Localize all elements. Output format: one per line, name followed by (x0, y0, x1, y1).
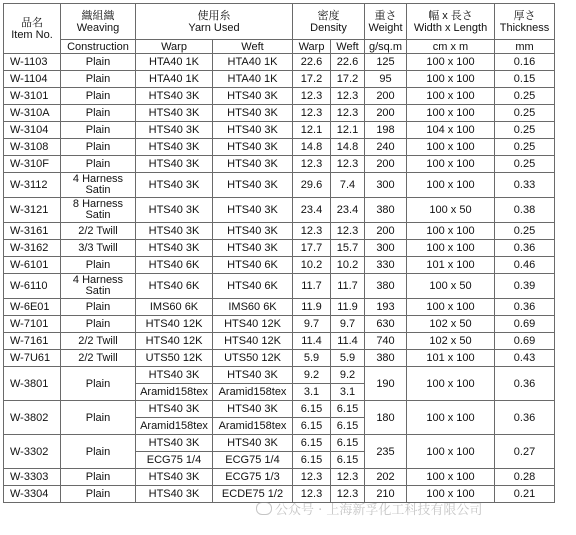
density-warp-cell: 6.15 (293, 452, 331, 469)
yarn-warp-cell: HTS40 3K (136, 173, 213, 198)
yarn-warp-cell: HTS40 12K (136, 316, 213, 333)
yarn-weft-cell: HTS40 3K (213, 435, 293, 452)
yarn-weft-cell: HTS40 3K (213, 223, 293, 240)
header-density (293, 4, 365, 40)
thickness-cell: 0.28 (495, 469, 555, 486)
yarn-warp-cell: HTS40 3K (136, 240, 213, 257)
table-row (4, 173, 555, 198)
density-weft-cell: 14.8 (331, 139, 365, 156)
thickness-cell: 0.36 (495, 367, 555, 401)
header-weaving (61, 4, 136, 40)
thickness-cell: 0.25 (495, 156, 555, 173)
density-weft-cell: 10.2 (331, 257, 365, 274)
density-warp-cell: 12.1 (293, 122, 331, 139)
yarn-warp-cell: Aramid158tex (136, 418, 213, 435)
yarn-weft-cell: HTS40 3K (213, 156, 293, 173)
density-weft-cell: 12.1 (331, 122, 365, 139)
header-item-jp: 品名 (21, 16, 43, 29)
construction-cell: Plain (61, 435, 136, 469)
header-yarn-en: Yarn Used (188, 21, 240, 34)
yarn-warp-cell: HTS40 3K (136, 469, 213, 486)
thickness-cell: 0.39 (495, 274, 555, 299)
table-header (4, 4, 555, 54)
header-item (4, 4, 61, 54)
density-weft-cell: 12.3 (331, 223, 365, 240)
header-yarn-jp: 使用糸 (197, 9, 231, 22)
weight-cell: 180 (365, 401, 407, 435)
yarn-warp-cell: Aramid158tex (136, 384, 213, 401)
density-weft-cell: 23.4 (331, 198, 365, 223)
thickness-cell: 0.33 (495, 173, 555, 198)
table-row (4, 105, 555, 122)
yarn-weft-cell: Aramid158tex (213, 384, 293, 401)
yarn-weft-cell: HTS40 3K (213, 105, 293, 122)
yarn-weft-cell: HTS40 12K (213, 316, 293, 333)
construction-cell: Plain (61, 469, 136, 486)
size-cell: 100 x 100 (407, 435, 495, 469)
thickness-cell: 0.36 (495, 401, 555, 435)
header-item-en: Item No. (11, 28, 53, 41)
header-size-unit: cm x m (407, 40, 495, 54)
construction-cell: Plain (61, 88, 136, 105)
construction-cell: Plain (61, 156, 136, 173)
construction-cell: 3/3 Twill (61, 240, 136, 257)
construction-cell: 8 Harness Satin (61, 198, 136, 223)
weight-cell: 95 (365, 71, 407, 88)
size-cell: 100 x 100 (407, 105, 495, 122)
yarn-warp-cell: HTS40 3K (136, 139, 213, 156)
table-row (4, 350, 555, 367)
density-warp-cell: 3.1 (293, 384, 331, 401)
header-thickness (495, 4, 555, 40)
yarn-weft-cell: HTA40 1K (213, 71, 293, 88)
item-no-cell: W-6E01 (4, 299, 61, 316)
header-weaving-en: Weaving (76, 21, 120, 34)
weight-cell: 330 (365, 257, 407, 274)
density-warp-cell: 12.3 (293, 88, 331, 105)
yarn-weft-cell: HTS40 3K (213, 173, 293, 198)
weight-cell: 198 (365, 122, 407, 139)
weight-cell: 210 (365, 486, 407, 503)
size-cell: 100 x 100 (407, 299, 495, 316)
thickness-cell: 0.25 (495, 105, 555, 122)
weight-cell: 200 (365, 156, 407, 173)
thickness-cell: 0.25 (495, 139, 555, 156)
construction-cell: 2/2 Twill (61, 350, 136, 367)
yarn-warp-cell: HTS40 3K (136, 435, 213, 452)
yarn-warp-cell: ECG75 1/4 (136, 452, 213, 469)
size-cell: 102 x 50 (407, 333, 495, 350)
density-warp-cell: 23.4 (293, 198, 331, 223)
header-yarn (136, 4, 293, 40)
header-weight (365, 4, 407, 40)
density-warp-cell: 11.7 (293, 274, 331, 299)
thickness-cell: 0.43 (495, 350, 555, 367)
table-row (4, 223, 555, 240)
table-body (4, 54, 555, 503)
yarn-warp-cell: HTS40 6K (136, 257, 213, 274)
header-density-warp: Warp (293, 40, 331, 54)
density-warp-cell: 17.2 (293, 71, 331, 88)
thickness-cell: 0.69 (495, 316, 555, 333)
item-no-cell: W-1103 (4, 54, 61, 71)
thickness-cell: 0.36 (495, 240, 555, 257)
weight-cell: 740 (365, 333, 407, 350)
item-no-cell: W-6110 (4, 274, 61, 299)
size-cell: 101 x 100 (407, 257, 495, 274)
item-no-cell: W-310F (4, 156, 61, 173)
item-no-cell: W-3101 (4, 88, 61, 105)
table-row (4, 122, 555, 139)
item-no-cell: W-3802 (4, 401, 61, 435)
density-weft-cell: 6.15 (331, 452, 365, 469)
size-cell: 100 x 50 (407, 274, 495, 299)
density-weft-cell: 15.7 (331, 240, 365, 257)
weight-cell: 200 (365, 223, 407, 240)
density-weft-cell: 12.3 (331, 88, 365, 105)
yarn-warp-cell: HTS40 6K (136, 274, 213, 299)
density-warp-cell: 12.3 (293, 105, 331, 122)
item-no-cell: W-7161 (4, 333, 61, 350)
density-warp-cell: 12.3 (293, 223, 331, 240)
item-no-cell: W-3104 (4, 122, 61, 139)
header-yarn-warp: Warp (136, 40, 213, 54)
density-weft-cell: 12.3 (331, 105, 365, 122)
weight-cell: 380 (365, 198, 407, 223)
header-weight-jp: 重さ (374, 9, 397, 22)
item-no-cell: W-3303 (4, 469, 61, 486)
density-warp-cell: 29.6 (293, 173, 331, 198)
header-density-jp: 密度 (317, 9, 340, 22)
thickness-cell: 0.15 (495, 71, 555, 88)
yarn-weft-cell: Aramid158tex (213, 418, 293, 435)
weight-cell: 200 (365, 88, 407, 105)
construction-cell: 4 Harness Satin (61, 173, 136, 198)
yarn-warp-cell: HTS40 3K (136, 156, 213, 173)
weight-cell: 240 (365, 139, 407, 156)
size-cell: 100 x 100 (407, 401, 495, 435)
construction-cell: Plain (61, 54, 136, 71)
spec-table-container (3, 3, 555, 503)
header-thickness-unit: mm (495, 40, 555, 54)
density-weft-cell: 7.4 (331, 173, 365, 198)
header-size-en: Width x Length (413, 21, 488, 34)
yarn-warp-cell: HTS40 3K (136, 223, 213, 240)
yarn-weft-cell: ECG75 1/4 (213, 452, 293, 469)
table-row (4, 198, 555, 223)
yarn-weft-cell: HTS40 3K (213, 240, 293, 257)
size-cell: 100 x 100 (407, 469, 495, 486)
weight-cell: 380 (365, 274, 407, 299)
item-no-cell: W-3161 (4, 223, 61, 240)
item-no-cell: W-6101 (4, 257, 61, 274)
size-cell: 100 x 100 (407, 88, 495, 105)
size-cell: 100 x 50 (407, 198, 495, 223)
thickness-cell: 0.36 (495, 299, 555, 316)
item-no-cell: W-3801 (4, 367, 61, 401)
density-warp-cell: 17.7 (293, 240, 331, 257)
size-cell: 100 x 100 (407, 240, 495, 257)
yarn-warp-cell: HTS40 3K (136, 105, 213, 122)
yarn-warp-cell: IMS60 6K (136, 299, 213, 316)
wechat-icon (256, 502, 272, 515)
density-weft-cell: 11.7 (331, 274, 365, 299)
yarn-weft-cell: HTS40 3K (213, 367, 293, 384)
thickness-cell: 0.16 (495, 54, 555, 71)
item-no-cell: W-310A (4, 105, 61, 122)
yarn-weft-cell: HTS40 3K (213, 139, 293, 156)
size-cell: 100 x 100 (407, 173, 495, 198)
item-no-cell: W-3162 (4, 240, 61, 257)
density-weft-cell: 6.15 (331, 435, 365, 452)
yarn-weft-cell: HTS40 3K (213, 88, 293, 105)
density-warp-cell: 11.9 (293, 299, 331, 316)
table-row (4, 139, 555, 156)
density-weft-cell: 11.9 (331, 299, 365, 316)
size-cell: 100 x 100 (407, 223, 495, 240)
table-row (4, 257, 555, 274)
header-construction: Construction (61, 40, 136, 54)
weight-cell: 380 (365, 350, 407, 367)
size-cell: 100 x 100 (407, 139, 495, 156)
item-no-cell: W-7U61 (4, 350, 61, 367)
density-warp-cell: 9.7 (293, 316, 331, 333)
construction-cell: Plain (61, 105, 136, 122)
thickness-cell: 0.69 (495, 333, 555, 350)
item-no-cell: W-3304 (4, 486, 61, 503)
yarn-weft-cell: IMS60 6K (213, 299, 293, 316)
size-cell: 100 x 100 (407, 156, 495, 173)
construction-cell: 4 Harness Satin (61, 274, 136, 299)
watermark-text: 公众号 · 上海新孚化工科技有限公司 (275, 503, 483, 518)
density-weft-cell: 5.9 (331, 350, 365, 367)
header-size (407, 4, 495, 40)
yarn-weft-cell: HTA40 1K (213, 54, 293, 71)
construction-cell: Plain (61, 122, 136, 139)
yarn-weft-cell: HTS40 12K (213, 333, 293, 350)
yarn-warp-cell: HTS40 3K (136, 486, 213, 503)
thickness-cell: 0.25 (495, 88, 555, 105)
density-warp-cell: 12.3 (293, 486, 331, 503)
table-row (4, 316, 555, 333)
density-warp-cell: 10.2 (293, 257, 331, 274)
item-no-cell: W-3121 (4, 198, 61, 223)
yarn-warp-cell: HTS40 3K (136, 198, 213, 223)
yarn-warp-cell: HTS40 3K (136, 401, 213, 418)
table-row (4, 367, 555, 384)
weight-cell: 630 (365, 316, 407, 333)
density-weft-cell: 12.3 (331, 156, 365, 173)
size-cell: 102 x 50 (407, 316, 495, 333)
weight-cell: 202 (365, 469, 407, 486)
density-weft-cell: 6.15 (331, 401, 365, 418)
density-warp-cell: 6.15 (293, 401, 331, 418)
construction-cell: Plain (61, 316, 136, 333)
construction-cell: Plain (61, 257, 136, 274)
construction-cell: Plain (61, 139, 136, 156)
density-weft-cell: 9.2 (331, 367, 365, 384)
construction-cell: Plain (61, 71, 136, 88)
table-row (4, 54, 555, 71)
yarn-warp-cell: HTS40 3K (136, 122, 213, 139)
density-warp-cell: 11.4 (293, 333, 331, 350)
density-weft-cell: 9.7 (331, 316, 365, 333)
yarn-weft-cell: UTS50 12K (213, 350, 293, 367)
yarn-weft-cell: ECG75 1/3 (213, 469, 293, 486)
weight-cell: 190 (365, 367, 407, 401)
header-thickness-en: Thickness (499, 21, 550, 34)
size-cell: 104 x 100 (407, 122, 495, 139)
thickness-cell: 0.25 (495, 223, 555, 240)
thickness-cell: 0.25 (495, 122, 555, 139)
table-row (4, 333, 555, 350)
thickness-cell: 0.27 (495, 435, 555, 469)
density-weft-cell: 17.2 (331, 71, 365, 88)
density-warp-cell: 14.8 (293, 139, 331, 156)
construction-cell: Plain (61, 486, 136, 503)
size-cell: 100 x 100 (407, 486, 495, 503)
table-row (4, 274, 555, 299)
construction-cell: 2/2 Twill (61, 333, 136, 350)
table-row (4, 299, 555, 316)
density-weft-cell: 6.15 (331, 418, 365, 435)
item-no-cell: W-3108 (4, 139, 61, 156)
size-cell: 101 x 100 (407, 350, 495, 367)
construction-cell: Plain (61, 299, 136, 316)
header-yarn-weft: Weft (213, 40, 293, 54)
table-row (4, 156, 555, 173)
yarn-weft-cell: HTS40 3K (213, 198, 293, 223)
header-weaving-jp: 織組織 (81, 9, 115, 22)
header-thickness-jp: 厚さ (513, 9, 536, 22)
density-weft-cell: 22.6 (331, 54, 365, 71)
density-warp-cell: 6.15 (293, 418, 331, 435)
table-row (4, 88, 555, 105)
header-weight-en: Weight (368, 21, 403, 34)
yarn-weft-cell: HTS40 6K (213, 257, 293, 274)
density-weft-cell: 12.3 (331, 469, 365, 486)
header-size-jp: 幅 x 長さ (428, 9, 473, 22)
density-warp-cell: 12.3 (293, 469, 331, 486)
item-no-cell: W-3302 (4, 435, 61, 469)
density-warp-cell: 6.15 (293, 435, 331, 452)
density-warp-cell: 9.2 (293, 367, 331, 384)
size-cell: 100 x 100 (407, 367, 495, 401)
weight-cell: 300 (365, 240, 407, 257)
weight-cell: 235 (365, 435, 407, 469)
yarn-weft-cell: HTS40 3K (213, 122, 293, 139)
weight-cell: 193 (365, 299, 407, 316)
construction-cell: Plain (61, 367, 136, 401)
density-weft-cell: 11.4 (331, 333, 365, 350)
density-weft-cell: 3.1 (331, 384, 365, 401)
weight-cell: 200 (365, 105, 407, 122)
table-row (4, 469, 555, 486)
thickness-cell: 0.38 (495, 198, 555, 223)
item-no-cell: W-3112 (4, 173, 61, 198)
table-row (4, 435, 555, 452)
weight-cell: 125 (365, 54, 407, 71)
table-row (4, 401, 555, 418)
size-cell: 100 x 100 (407, 54, 495, 71)
yarn-warp-cell: HTS40 3K (136, 367, 213, 384)
thickness-cell: 0.21 (495, 486, 555, 503)
yarn-warp-cell: UTS50 12K (136, 350, 213, 367)
yarn-weft-cell: HTS40 6K (213, 274, 293, 299)
density-warp-cell: 12.3 (293, 156, 331, 173)
header-density-en: Density (310, 21, 347, 34)
yarn-weft-cell: HTS40 3K (213, 401, 293, 418)
density-weft-cell: 12.3 (331, 486, 365, 503)
yarn-warp-cell: HTS40 3K (136, 88, 213, 105)
table-row (4, 240, 555, 257)
size-cell: 100 x 100 (407, 71, 495, 88)
construction-cell: Plain (61, 401, 136, 435)
table-row (4, 486, 555, 503)
header-weight-unit: g/sq.m (365, 40, 407, 54)
density-warp-cell: 5.9 (293, 350, 331, 367)
yarn-weft-cell: ECDE75 1/2 (213, 486, 293, 503)
yarn-warp-cell: HTS40 12K (136, 333, 213, 350)
density-warp-cell: 22.6 (293, 54, 331, 71)
yarn-warp-cell: HTA40 1K (136, 54, 213, 71)
carbon-fabric-spec-table (3, 3, 555, 503)
thickness-cell: 0.46 (495, 257, 555, 274)
item-no-cell: W-7101 (4, 316, 61, 333)
header-density-weft: Weft (331, 40, 365, 54)
yarn-warp-cell: HTA40 1K (136, 71, 213, 88)
construction-cell: 2/2 Twill (61, 223, 136, 240)
table-row (4, 71, 555, 88)
item-no-cell: W-1104 (4, 71, 61, 88)
weight-cell: 300 (365, 173, 407, 198)
